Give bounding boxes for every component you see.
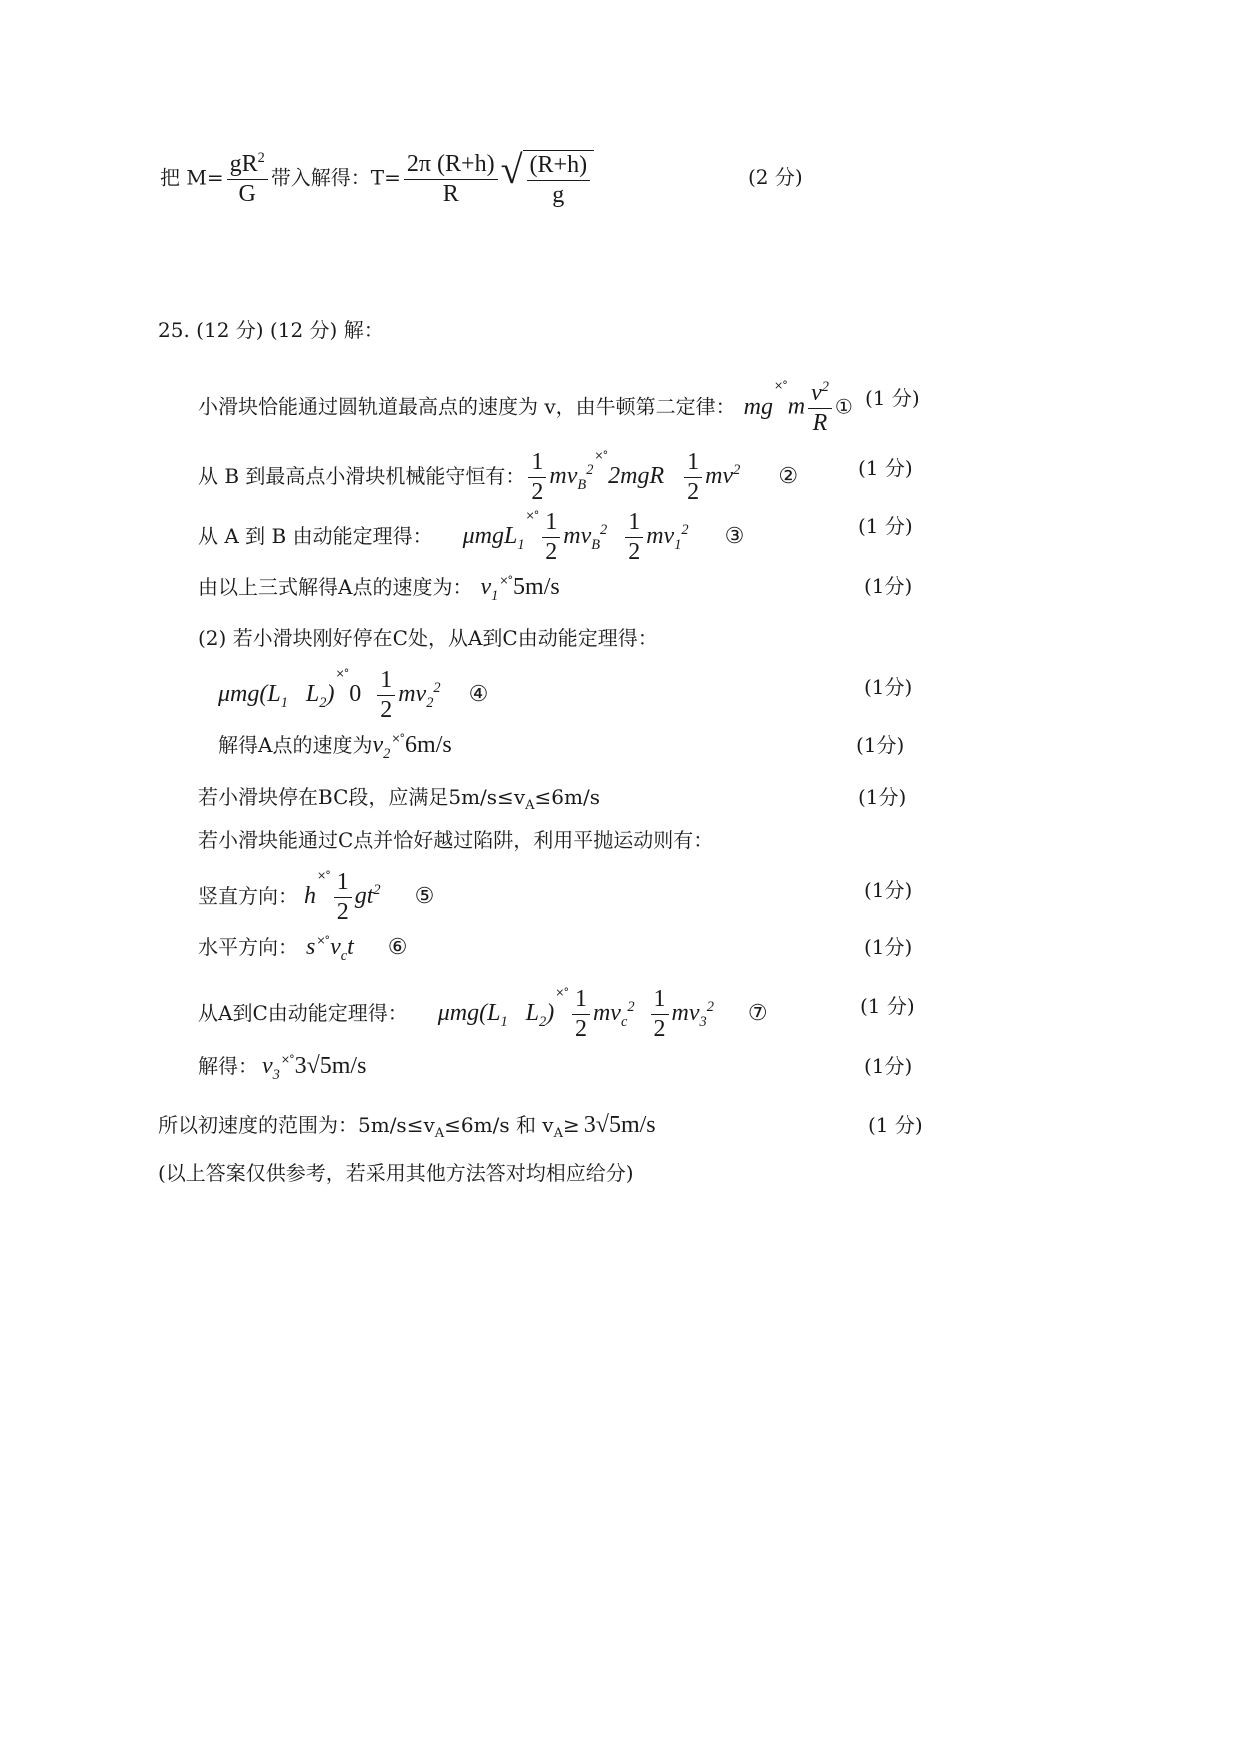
solution-line-8: 若小滑块停在BC段，应满足$5m/s\le v_A\le 6m/s$ [198, 785, 600, 813]
score-l13: (1分) [864, 1054, 913, 1078]
score-l4: (1分) [864, 574, 913, 598]
score-l3: (1 分) [858, 514, 913, 538]
score-l6: (1分) [864, 675, 913, 699]
solution-line-2: 从 B 到最高点小滑块机械能守恒有： $\frac{1}{2}$ $mv_B^2\times^\circ 2mgR$ $\frac{1}{2}$ $mv^2$ ② [198, 449, 799, 506]
solution-line-9: 若小滑块能通过C点并恰好越过陷阱，利用平抛运动则有： [198, 828, 714, 852]
solution-line-5: (2) 若小滑块刚好停在C处，从A到C由动能定理得： [198, 626, 658, 650]
solution-line-10: 竖直方向： h×° $\frac{1}{2}$ $gt^2$ ⑤ [198, 869, 435, 926]
solution-line-13: 解得： $v_3\times^\circ 3√5m/s$ [198, 1053, 367, 1083]
line1-mid: 带入解得：T= [270, 165, 401, 190]
question-25-header: 25. (12 分) (12 分) 解： [158, 318, 384, 342]
solution-line-1: 小滑块恰能通过圆轨道最高点的速度为 v，由牛顿第二定律： mg×°m $\frac{v^2}{R}$ ① [198, 379, 853, 437]
solution-line-12: 从A到C由动能定理得： $\mu mg(L_1$ $L_2)\times^\circ$ $\frac{1}{2}$ $mv_c^2$ $\frac{1}{2}$ $mv_3^2$ ⑦ [198, 986, 768, 1043]
score-line1: (2 分) [748, 165, 803, 189]
solution-line-4: 由以上三式解得A点的速度为： $v_1\times^\circ 5m/s$ [198, 574, 560, 604]
score-l14: (1 分) [868, 1113, 923, 1137]
score-l8: (1分) [858, 785, 907, 809]
footnote: (以上答案仅供参考，若采用其他方法答对均相应给分) [158, 1161, 634, 1185]
line1-prefix: 把 M= [160, 165, 224, 190]
solution-line-3: 从 A 到 B 由动能定理得： μmgL$_1$×° $\frac{1}{2}$ $mv_B^2$ $\frac{1}{2}$ $mv_1^2$ ③ [198, 509, 745, 566]
sqrt-term: √ $\frac{(R+h)}{g}$ [501, 150, 594, 208]
score-l1: (1 分) [865, 386, 920, 410]
score-l7: (1分) [856, 733, 905, 757]
solution-line-11: 水平方向： $s\times^\circ v_ct$ ⑥ [198, 934, 408, 964]
score-l2: (1 分) [858, 456, 913, 480]
mass-fraction: $\frac{gR^2}{G}$ [227, 151, 268, 207]
solution-line-7: 解得A点的速度为$v_2\times^\circ 6m/s$ [218, 732, 452, 762]
score-l12: (1 分) [860, 994, 915, 1018]
solution-range: 所以初速度的范围为：$5m/s\le v_A\le 6m/s$ 和 $v_A\ge 3√5m/s$ [158, 1112, 656, 1141]
period-fraction: $\frac{2\pi (R+h)}{R}$ [404, 152, 498, 207]
score-l10: (1分) [864, 878, 913, 902]
solution-line-6: $\mu mg(L_1$ $L_2)\times^\circ 0$ $\frac{1}{2}$ $mv_2^2$ ④ [218, 667, 489, 724]
score-l11: (1分) [864, 935, 913, 959]
formula-period [160, 147, 594, 209]
